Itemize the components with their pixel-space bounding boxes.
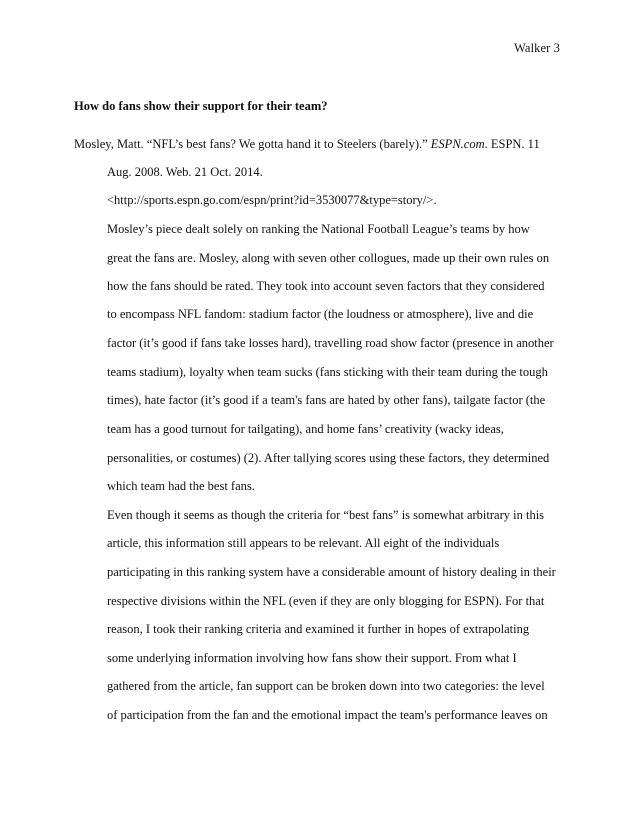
paragraph-line: some underlying information involving how fans show their support. From what I (107, 651, 517, 665)
paragraph-line: great the fans are. Mosley, along with seven other collogues, made up their own rules on (107, 251, 550, 265)
section-heading: How do fans show their support for their team? (74, 99, 328, 113)
publication-title: ESPN.com (430, 137, 485, 151)
paragraph-line: factor (it’s good if fans take losses hard), travelling road show factor (presence in another (107, 336, 554, 350)
citation-line: <http://sports.espn.go.com/espn/print?id=3530077&type=story/>. (107, 193, 437, 207)
citation-line: Mosley, Matt. “NFL’s best fans? We gotta hand it to Steelers (barely).” ESPN.com. ESPN. 11 (74, 137, 540, 151)
paragraph-line: article, this information still appears to be relevant. All eight of the individuals (107, 536, 500, 550)
paragraph-line: of participation from the fan and the emotional impact the team's performance leaves on (107, 708, 548, 722)
paragraph-line: which team had the best fans. (107, 479, 255, 493)
paragraph-line: Mosley’s piece dealt solely on ranking the National Football League’s teams by how (107, 222, 530, 236)
paragraph-line: teams stadium), loyalty when team sucks (fans sticking with their team during the tough (107, 365, 548, 379)
paragraph-line: gathered from the article, fan support can be broken down into two categories: the level (107, 679, 545, 693)
paragraph-line: respective divisions within the NFL (even if they are only blogging for ESPN). For that (107, 594, 545, 608)
paragraph-line: reason, I took their ranking criteria and examined it further in hopes of extrapolating (107, 622, 530, 636)
running-head: Walker 3 (514, 41, 560, 55)
paragraph-line: personalities, or costumes) (2). After tallying scores using these factors, they determined (107, 451, 550, 465)
paragraph-line: how the fans should be rated. They took into account seven factors that they considered (107, 279, 545, 293)
paragraph-line: times), hate factor (it’s good if a team's fans are hated by other fans), tailgate factor (the (107, 393, 546, 407)
citation-line: Aug. 2008. Web. 21 Oct. 2014. (107, 165, 263, 179)
paragraph-line: Even though it seems as though the criteria for “best fans” is somewhat arbitrary in this (107, 508, 545, 522)
paragraph-line: team has a good turnout for tailgating), and home fans’ creativity (wacky ideas, (107, 422, 504, 436)
paragraph-line: to encompass NFL fandom: stadium factor (the loudness or atmosphere), live and die (107, 307, 534, 321)
paragraph-line: participating in this ranking system have a considerable amount of history dealing in their (107, 565, 556, 579)
